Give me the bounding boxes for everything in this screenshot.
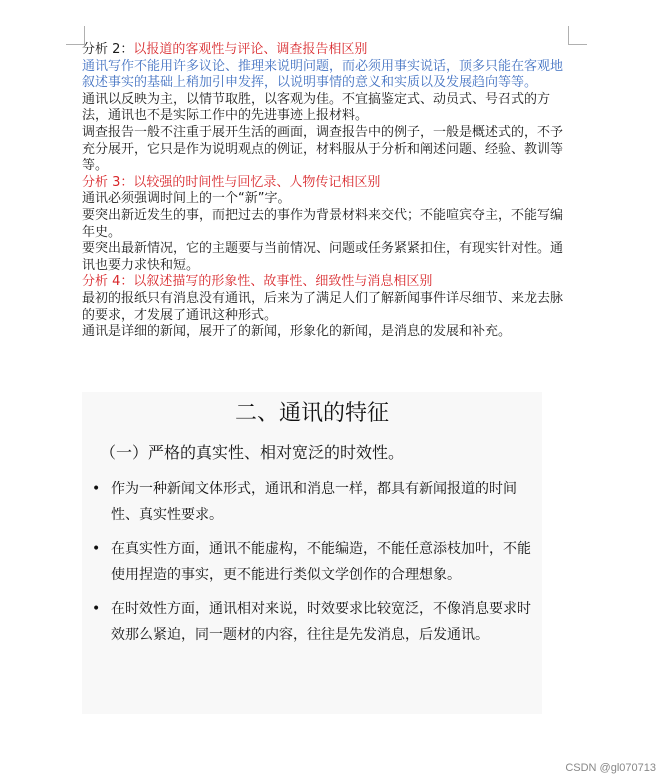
slide-bullet-item: • 作为一种新闻文体形式，通讯和消息一样，都具有新闻报道的时间性、真实性要求。 — [92, 476, 532, 528]
bullet-dot-icon: • — [92, 541, 101, 557]
document-body — [82, 42, 572, 341]
analysis-3-paragraph-1: 通讯必须强调时间上的一个“新”字。 — [82, 191, 291, 207]
analysis-2-paragraph-1: 通讯以反映为主，以情节取胜，以客观为佳。不宜搞鉴定式、动员式、号召式的方法，通讯也不是实际工作中的先进事迹上报材料。 — [82, 91, 551, 124]
analysis-3-paragraph-2: 要突出新近发生的事，而把过去的事作为背景材料来交代；不能喧宾夺主，不能写编年史。 — [82, 207, 564, 240]
embedded-slide-image — [82, 392, 542, 714]
slide-bullet-item: • 在真实性方面，通讯不能虚构，不能编造，不能任意添枝加叶，不能使用捏造的事实，更不能进行类似文学创作的合理想象。 — [92, 536, 532, 588]
analysis-2-summary: 通讯写作不能用许多议论、推理来说明问题，而必须用事实说话，顶多只能在客观地叙述事实的基础上稍加引申发挥，以说明事情的意义和实质以及发展趋向等等。 — [82, 58, 564, 91]
bullet-dot-icon: • — [92, 601, 101, 617]
analysis-2-paragraph-2: 调查报告一般不注重于展开生活的画面，调查报告中的例子，一般是概述式的，不予充分展开，它只是作为说明观点的例证，材料服从于分析和阐述问题、经验、教训等等。 — [82, 124, 564, 174]
analysis-4-heading: 分析 4：以叙述描写的形象性、故事性、细致性与消息相区别 — [82, 274, 433, 290]
analysis-2-heading: 分析 2：以报道的客观性与评论、调查报告相区别 — [82, 42, 368, 57]
watermark: CSDN @gl070713 — [565, 762, 656, 774]
analysis-4-paragraph-1: 最初的报纸只有消息没有通讯，后来为了满足人们了解新闻事件详尽细节、来龙去脉的要求，才发展了通讯这种形式。 — [82, 290, 564, 323]
analysis-3-heading: 分析 3：以较强的时间性与回忆录、人物传记相区别 — [82, 174, 381, 190]
slide-bullet-item: • 在时效性方面，通讯相对来说，时效要求比较宽泛，不像消息要求时效那么紧迫，同一题材的内容，往往是先发消息，后发通讯。 — [92, 596, 532, 648]
slide-title: 二、通讯的特征 — [234, 401, 389, 426]
analysis-3-paragraph-3: 要突出最新情况，它的主题要与当前情况、问题或任务紧紧扣住，有现实针对性。通讯也要力求快和短。 — [82, 241, 564, 273]
analysis-4-paragraph-2: 通讯是详细的新闻，展开了的新闻，形象化的新闻，是消息的发展和补充。 — [82, 324, 512, 340]
slide-bullet-list — [92, 476, 532, 656]
slide-subtitle: （一）严格的真实性、相对宽泛的时效性。 — [100, 443, 405, 462]
bullet-dot-icon: • — [92, 481, 101, 497]
